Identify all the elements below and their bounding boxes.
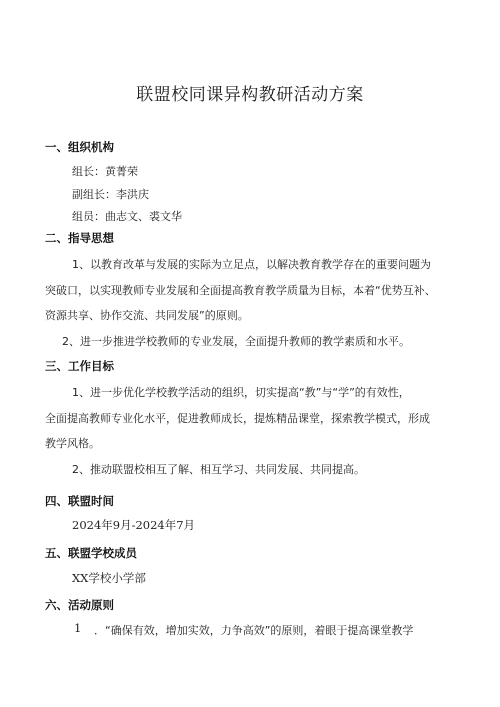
principle-1-text: ．“确保有效，增加实效，力争高效”的原则，着眼于提高课堂教学 bbox=[94, 624, 414, 637]
leader-line: 组长：黄菁荣 bbox=[72, 165, 138, 178]
goals-p1-line3: 教学风格。 bbox=[45, 437, 100, 450]
document-title: 联盟校同课异构教研活动方案 bbox=[136, 85, 364, 105]
section-heading-guiding-ideology: 二、指导思想 bbox=[45, 231, 114, 245]
goals-p1-line1: 1、进一步优化学校教学活动的组织，切实提高“教”与“学”的有效性， bbox=[72, 386, 410, 399]
section-heading-member-schools: 五、联盟学校成员 bbox=[45, 546, 137, 560]
alliance-time-value: 2024年9月-2024年7月 bbox=[72, 518, 196, 532]
goals-p1-line2: 全面提高教师专业化水平，促进教师成长，提炼精品课堂，探索教学模式，形成 bbox=[45, 412, 430, 425]
section-heading-alliance-time: 四、联盟时间 bbox=[45, 494, 114, 508]
section-heading-work-goals: 三、工作目标 bbox=[45, 359, 114, 373]
members-line: 组员：曲志文、裘文华 bbox=[72, 210, 182, 223]
ideology-p1-line2: 突破口，以实现教师专业发展和全面提高教育教学质量为目标，本着“优势互补、 bbox=[45, 284, 436, 297]
principle-number: 1 bbox=[74, 621, 82, 635]
goals-p2: 2、推动联盟校相互了解、相互学习、共同发展、共同提高。 bbox=[72, 463, 365, 476]
deputy-leader-line: 副组长：李洪庆 bbox=[72, 188, 149, 201]
ideology-p1-line3: 资源共享、协作交流、共同发展”的原则。 bbox=[45, 309, 249, 322]
section-heading-organization: 一、组织机构 bbox=[45, 140, 114, 154]
ideology-p1-line1: 1、以教育改革与发展的实际为立足点，以解决教育教学存在的重要问题为 bbox=[72, 258, 431, 271]
member-school-value: XX学校小学部 bbox=[72, 571, 146, 585]
ideology-p2: 2、进一步推进学校教师的专业发展，全面提升教师的教学素质和水平。 bbox=[62, 335, 410, 348]
section-heading-activity-principles: 六、活动原则 bbox=[45, 598, 114, 612]
